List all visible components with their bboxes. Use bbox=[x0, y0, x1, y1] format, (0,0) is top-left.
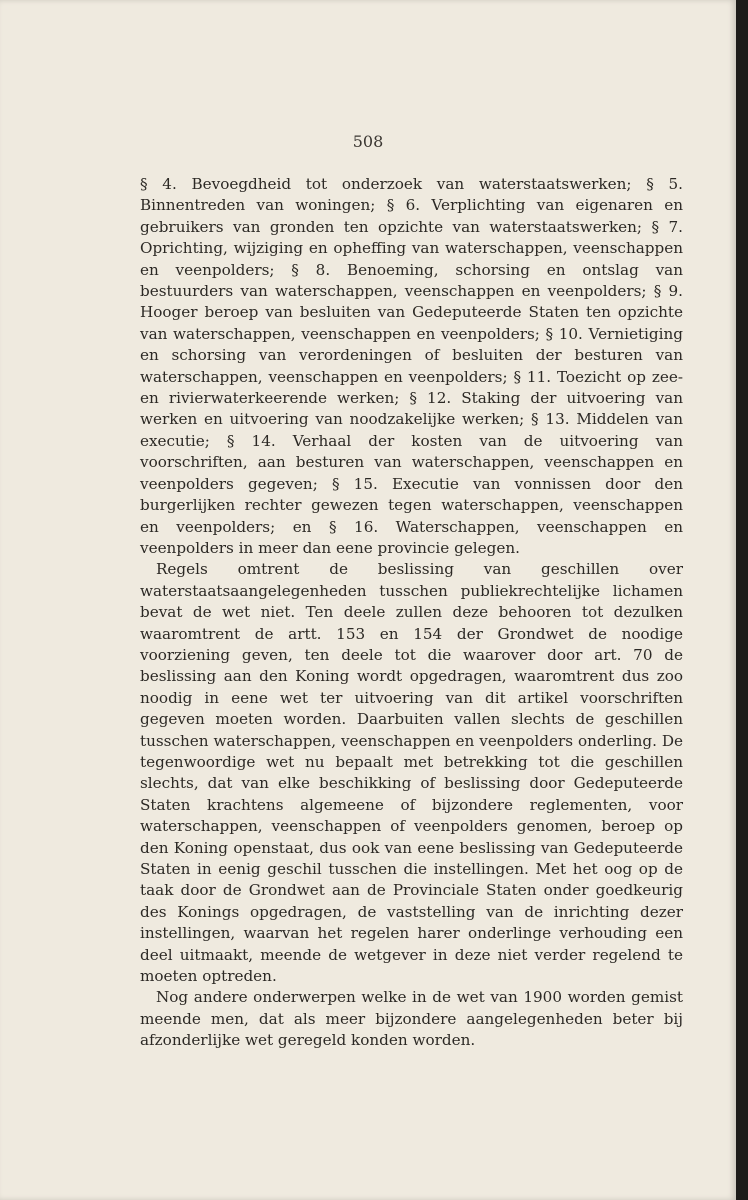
paragraph-1: § 4. Bevoegdheid tot onderzoek van waterstaatswerken; § 5. Binnentreden van woningen; § 6. Verplichting van eigenaren en gebruikers van gronden ten opzichte van waterstaatswerken; § 7. Oprichting, wijziging en opheffing van waterschappen, veenschappen en veenpolders; § 8. Benoeming, schorsing en ontslag van bestuurders van waterschappen, veenschappen en veenpolders; § 9. Hooger beroep van besluiten van Gedeputeerde Staten ten opzichte van waterschappen, veenschappen en veenpolders; § 10. Vernietiging en schorsing van verordeningen of besluiten der besturen van waterschappen, veenschappen en veenpolders; § 11. Toezicht op zee- en rivierwaterkeerende werken; § 12. Staking der uitvoering van werken en uitvoering van noodzakelijke werken; § 13. Middelen van executie; § 14. Verhaal der kosten van de uitvoering van voorschriften, aan besturen van waterschappen, veenschappen en veenpolders gegeven; § 15. Executie van vonnissen door den burgerlijken rechter gewezen tegen waterschappen, veenschappen en veenpolders; en § 16. Waterschappen, veenschappen en veenpolders in meer dan eene provincie gelegen. bbox=[140, 175, 683, 557]
paragraph-3: Nog andere onderwerpen welke in de wet van 1900 worden gemist meende men, dat als meer bijzondere aangelegenheden beter bij afzonderlijke wet geregeld konden worden. bbox=[140, 988, 683, 1050]
paragraph-2: Regels omtrent de beslissing van geschillen over waterstaatsaangelegenheden tusschen publiekrechtelijke lichamen bevat de wet niet. Ten deele zullen deze behooren tot dezulken waaromtrent de artt. 153 en 154 der Grondwet de noodige voorziening geven, ten deele tot die waarover door art. 70 de beslissing aan den Koning wordt opgedragen, waaromtrent dus zoo noodig in eene wet ter uitvoering van dit artikel voorschriften gegeven moeten worden. Daarbuiten vallen slechts de geschillen tusschen waterschappen, veenschappen en veenpolders onderling. De tegenwoordige wet nu bepaalt met betrekking tot die geschillen slechts, dat van elke beschikking of beslissing door Gedeputeerde Staten krachtens algemeene of bijzondere reglementen, voor waterschappen, veenschappen of veenpolders genomen, beroep op den Koning openstaat, dus ook van eene beslissing van Gedeputeerde Staten in eenig geschil tusschen die instellingen. Met het oog op de taak door de Grondwet aan de Provinciale Staten onder goedkeurig des Konings opgedragen, de vaststelling van de inrichting dezer instellingen, waarvan het regelen harer onderlinge verhouding een deel uitmaakt, meende de wetgever in deze niet verder regelend te moeten optreden. bbox=[140, 560, 683, 986]
body-text bbox=[140, 174, 683, 1052]
page-number: 508 bbox=[352, 132, 384, 151]
